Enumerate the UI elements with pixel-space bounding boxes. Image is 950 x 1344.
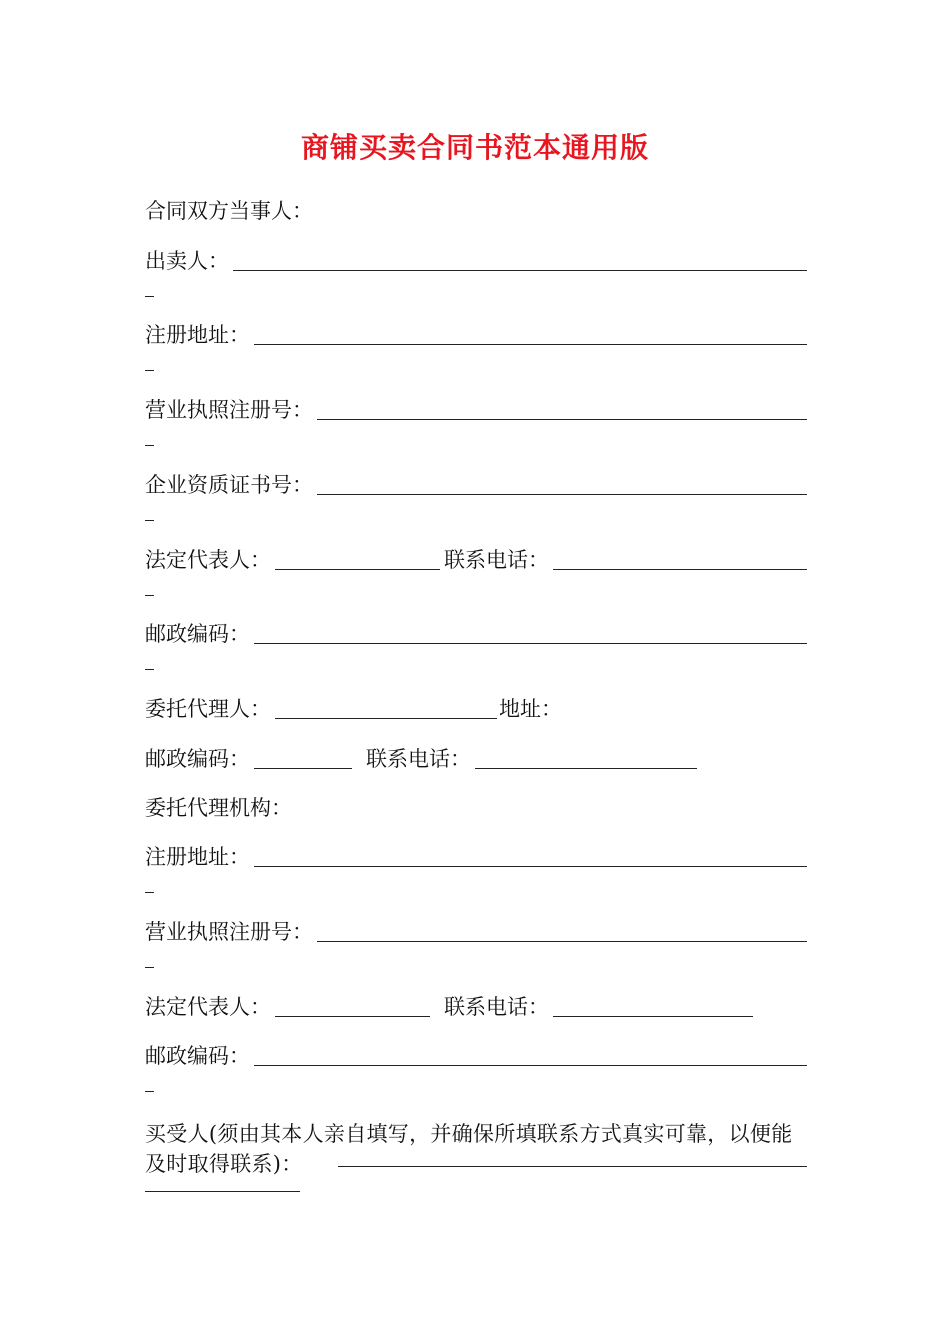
agency-address-label: 注册地址： [145, 845, 250, 869]
agency-license-row [145, 917, 807, 947]
agency-postcode-continuation [145, 1091, 154, 1092]
agency-heading-row [145, 793, 807, 823]
seller-phone-label: 联系电话： [444, 548, 549, 572]
seller-name-continuation [145, 296, 154, 297]
seller-legal-rep-label: 法定代表人： [145, 548, 271, 572]
seller-qualification-continuation [145, 520, 154, 521]
seller-address-continuation [145, 370, 154, 371]
agency-phone-blank[interactable] [553, 994, 753, 1017]
agency-postcode-row [145, 1041, 807, 1071]
seller-postcode-row [145, 619, 807, 649]
seller-name-label: 出卖人： [145, 249, 229, 273]
agency-legal-rep-row [145, 992, 807, 1022]
agency-heading: 委托代理机构： [145, 796, 292, 820]
buyer-instruction: 买受人(须由其本人亲自填写，并确保所填联系方式真实可靠，以便能及时取得联系)： [145, 1122, 793, 1176]
agency-license-continuation [145, 967, 154, 968]
seller-postcode-blank[interactable] [254, 621, 807, 644]
agency-phone-label: 联系电话： [444, 995, 549, 1019]
parties-heading [145, 196, 807, 226]
seller-name-row [145, 246, 807, 276]
agent-name-label: 委托代理人： [145, 697, 271, 721]
agency-postcode-blank[interactable] [254, 1043, 807, 1066]
document-title: 商铺买卖合同书范本通用版 [300, 131, 649, 164]
agent-postcode-blank[interactable] [254, 746, 352, 769]
agency-address-continuation [145, 892, 154, 893]
agent-name-blank[interactable] [275, 696, 497, 719]
seller-license-row [145, 395, 807, 425]
parties-heading-text: 合同双方当事人： [145, 199, 313, 223]
agent-name-row [145, 694, 807, 724]
seller-phone-blank[interactable] [553, 547, 807, 570]
agency-license-blank[interactable] [317, 919, 807, 942]
seller-name-blank[interactable] [233, 248, 807, 271]
seller-legal-rep-row [145, 545, 807, 575]
seller-license-label: 营业执照注册号： [145, 398, 313, 422]
agent-address-label: 地址： [499, 697, 562, 721]
agent-phone-label: 联系电话： [366, 747, 471, 771]
seller-address-blank[interactable] [254, 322, 807, 345]
buyer-blank[interactable] [338, 1166, 807, 1167]
agency-address-row [145, 842, 807, 872]
agent-phone-blank[interactable] [475, 746, 697, 769]
seller-qualification-blank[interactable] [317, 472, 807, 495]
agent-contact-row [145, 744, 807, 774]
agency-address-blank[interactable] [254, 844, 807, 867]
agency-postcode-label: 邮政编码： [145, 1044, 250, 1068]
agent-postcode-label: 邮政编码： [145, 747, 250, 771]
agency-legal-rep-blank[interactable] [275, 994, 430, 1017]
seller-postcode-label: 邮政编码： [145, 622, 250, 646]
buyer-blank-continuation [145, 1191, 300, 1192]
agency-legal-rep-label: 法定代表人： [145, 995, 271, 1019]
seller-address-row [145, 320, 807, 350]
seller-legal-rep-continuation [145, 595, 154, 596]
seller-address-label: 注册地址： [145, 323, 250, 347]
seller-license-continuation [145, 445, 154, 446]
seller-qualification-row [145, 470, 807, 500]
seller-postcode-continuation [145, 669, 154, 670]
agency-license-label: 营业执照注册号： [145, 920, 313, 944]
seller-license-blank[interactable] [317, 397, 807, 420]
seller-legal-rep-blank[interactable] [275, 547, 440, 570]
seller-qualification-label: 企业资质证书号： [145, 473, 313, 497]
